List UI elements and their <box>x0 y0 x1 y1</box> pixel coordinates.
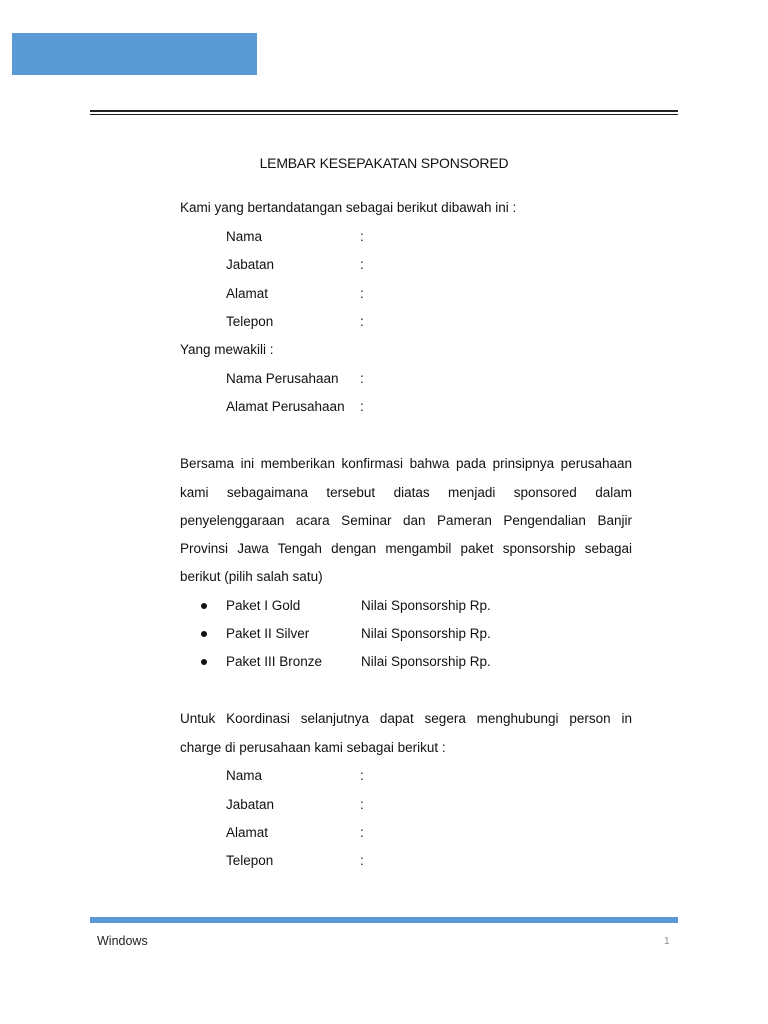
field-colon: : <box>360 371 364 386</box>
field-colon: : <box>360 257 364 272</box>
field-label-jabatan: Jabatan <box>226 797 275 812</box>
paragraph-line: Provinsi Jawa Tengah dengan mengambil paket sponsorship sebagai <box>180 541 632 556</box>
package-value: Nilai Sponsorship Rp. <box>361 598 491 613</box>
field-label-alamat-perusahaan: Alamat Perusahaan <box>226 399 345 414</box>
field-label-alamat: Alamat <box>226 286 269 301</box>
footer-accent-bar <box>90 917 678 923</box>
page-number: 1 <box>664 936 670 947</box>
bullet-icon <box>201 603 207 609</box>
package-name-gold: Paket I Gold <box>226 598 301 613</box>
field-label-nama-perusahaan: Nama Perusahaan <box>226 371 339 386</box>
package-name-bronze: Paket III Bronze <box>226 654 323 669</box>
document-title: LEMBAR KESEPAKATAN SPONSORED <box>259 155 509 171</box>
field-label-telepon: Telepon <box>226 314 274 329</box>
package-value: Nilai Sponsorship Rp. <box>361 654 491 669</box>
package-value: Nilai Sponsorship Rp. <box>361 626 491 641</box>
field-colon: : <box>360 286 364 301</box>
header-accent-bar <box>12 33 257 75</box>
field-label-nama: Nama <box>226 768 263 783</box>
footer-text: Windows <box>97 934 148 948</box>
paragraph-line: Untuk Koordinasi selanjutnya dapat segera menghubungi person in <box>180 711 632 726</box>
field-label-telepon: Telepon <box>226 853 274 868</box>
field-label-alamat: Alamat <box>226 825 269 840</box>
field-colon: : <box>360 229 364 244</box>
top-double-rule <box>90 110 678 115</box>
field-colon: : <box>360 399 364 414</box>
field-colon: : <box>360 825 364 840</box>
bullet-icon <box>201 631 207 637</box>
field-label-nama: Nama <box>226 229 263 244</box>
represent-label: Yang mewakili : <box>180 342 274 357</box>
paragraph-line: Bersama ini memberikan konfirmasi bahwa pada prinsipnya perusahaan <box>180 456 632 471</box>
paragraph-line: berikut (pilih salah satu) <box>180 569 323 584</box>
paragraph-line: charge di perusahaan kami sebagai berikut : <box>180 740 446 755</box>
package-name-silver: Paket II Silver <box>226 626 310 641</box>
field-label-jabatan: Jabatan <box>226 257 275 272</box>
field-colon: : <box>360 768 364 783</box>
intro-text: Kami yang bertandatangan sebagai berikut dibawah ini : <box>180 200 517 215</box>
field-colon: : <box>360 314 364 329</box>
field-colon: : <box>360 797 364 812</box>
paragraph-line: kami sebagaimana tersebut diatas menjadi sponsored dalam <box>180 485 632 500</box>
bullet-icon <box>201 659 207 665</box>
field-colon: : <box>360 853 364 868</box>
paragraph-line: penyelenggaraan acara Seminar dan Pameran Pengendalian Banjir <box>180 513 632 528</box>
